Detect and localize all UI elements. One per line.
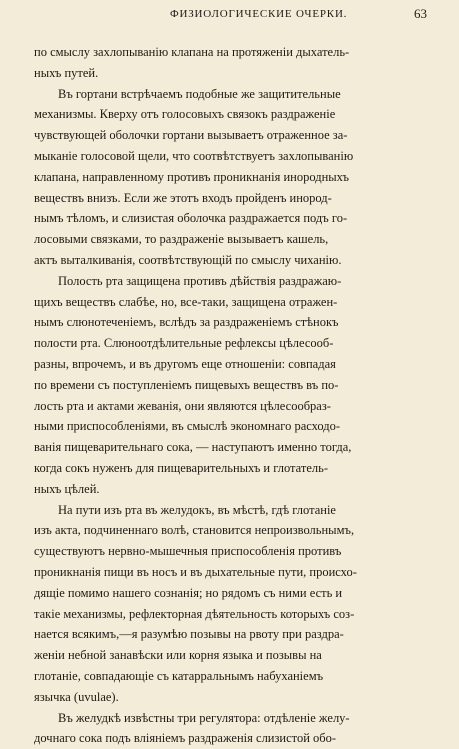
text-line: клапана, направленному противъ проникнанія инородныхъ: [34, 169, 349, 184]
text-line: ныхъ путей.: [34, 65, 99, 80]
text-line: нымъ слюнотеченіемъ, вслѣдъ за раздраженіемъ стѣнокъ: [34, 315, 339, 330]
body-text: [34, 42, 433, 749]
text-line: Въ гортани встрѣчаемъ подобные же защитительные: [58, 86, 341, 101]
text-line: по смыслу захлопыванію клапана на протяженіи дыхатель-: [34, 45, 350, 59]
text-line: женіи небной занавѣски или корня языка и позывы на: [34, 648, 322, 663]
text-line: существуютъ нервно-мышечныя приспособленія противъ: [34, 544, 342, 559]
text-line: Полость рта защищена противъ дѣйствія раздражаю-: [58, 273, 342, 288]
text-line: лость рта и актами жеванія, они являются цѣлесообраз-: [34, 398, 331, 413]
text-line: чувствующей оболочки гортани вызываетъ отраженное за-: [34, 128, 348, 143]
text-line: полости рта. Слюноотдѣлительные рефлексы цѣлесооб-: [34, 336, 334, 351]
text-line: когда сокъ нуженъ для пищеварительныхъ и глотатель-: [34, 460, 328, 475]
text-line: такіе механизмы, рефлекторная дѣятельность которыхъ соз-: [34, 606, 355, 621]
text-line: по времени съ поступленіемъ пищевыхъ веществъ въ по-: [34, 377, 339, 392]
text-line: нается всякимъ,—я разумѣю позывы на рвоту при раздра-: [34, 627, 344, 642]
text-line: разны, впрочемъ, и въ другомъ еще отношеніи: совпадая: [34, 356, 336, 371]
text-line: На пути изъ рта въ желудокъ, въ мѣстѣ, гдѣ глотаніе: [58, 502, 336, 517]
text-line: проникнанія пищи въ носъ и въ дыхательные пути, происхо-: [34, 564, 357, 579]
text-line: мыканіе голосовой щели, что соотвѣтствуетъ захлопыванію: [34, 148, 354, 163]
text-line: язычка (uvulae).: [34, 689, 119, 704]
text-line: лосовыми связками, то раздраженіе вызываетъ кашель,: [34, 232, 329, 247]
text-line: веществъ внизъ. Если же этотъ входъ пройденъ инород-: [34, 190, 332, 205]
text-line: дящіе помимо нашего сознанія; но рядомъ съ ними есть и: [34, 585, 343, 600]
text-line: механизмы. Кверху отъ голосовыхъ связокъ раздраженіе: [34, 107, 336, 122]
running-title: ФИЗИОЛОГИЧЕСКИЕ ОЧЕРКИ.: [170, 8, 348, 20]
text-line: ными приспособленіями, въ смыслѣ экономнаго расходо-: [34, 419, 341, 434]
text-line: глотаніе, совпадающіе съ катарральнымъ набуханіемъ: [34, 668, 324, 683]
running-header: [34, 8, 435, 26]
page-number: 63: [414, 6, 427, 21]
text-line: дочнаго сока подъ вліяніемъ раздраженія слизистой обо-: [34, 731, 337, 746]
text-line: ванія пищеварительнаго сока, — наступаютъ именно тогда,: [34, 440, 352, 455]
text-line: ныхъ цѣлей.: [34, 481, 100, 496]
text-line: нымъ тѣломъ, и слизистая оболочка раздражается подъ го-: [34, 211, 348, 226]
text-line: актъ выталкиванія, соотвѣтствующій по смыслу чиханію.: [34, 252, 342, 267]
text-line: изъ акта, подчиненнаго волѣ, становится непроизвольнымъ,: [34, 523, 355, 538]
text-line: щихъ веществъ слабѣе, но, все-таки, защищена отражен-: [34, 294, 338, 309]
text-line: Въ желудкѣ извѣстны три регулятора: отдѣленіе желу-: [58, 710, 350, 725]
